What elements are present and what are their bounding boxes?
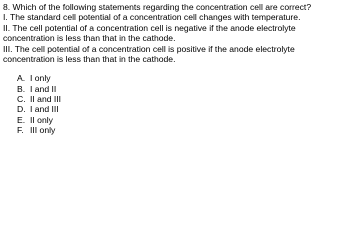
option-text: II and III [30, 94, 62, 105]
statement-3: III. The cell potential of a concentration cell is positive if the anode electrolyte concentration is less than that in the cathode. [3, 43, 295, 65]
option-text: II only [30, 114, 53, 125]
statement-1: I. The standard cell potential of a concentration cell changes with temperature. [3, 12, 301, 23]
option-f[interactable] [17, 125, 347, 135]
option-text: I only [30, 73, 51, 84]
option-letter: D. [17, 104, 26, 115]
option-d[interactable] [17, 104, 347, 114]
option-letter: A. [17, 73, 26, 84]
option-c[interactable] [17, 94, 347, 104]
option-a[interactable] [17, 73, 347, 83]
statement-2: II. The cell potential of a concentration cell is negative if the anode electrolyte concentration is less than that in the cathode. [3, 22, 296, 44]
option-e[interactable] [17, 115, 347, 125]
option-text: III only [30, 124, 56, 135]
option-letter: F. [17, 124, 24, 135]
option-letter: C. [17, 94, 26, 105]
option-letter: B. [17, 83, 26, 94]
option-letter: E. [17, 114, 26, 125]
option-text: I and II [30, 83, 57, 94]
option-text: I and III [30, 104, 59, 115]
question-block [3, 2, 347, 135]
answer-options [3, 73, 347, 135]
option-b[interactable] [17, 84, 347, 94]
question-stem: 8. Which of the following statements regarding the concentration cell are correct? [3, 2, 312, 12]
